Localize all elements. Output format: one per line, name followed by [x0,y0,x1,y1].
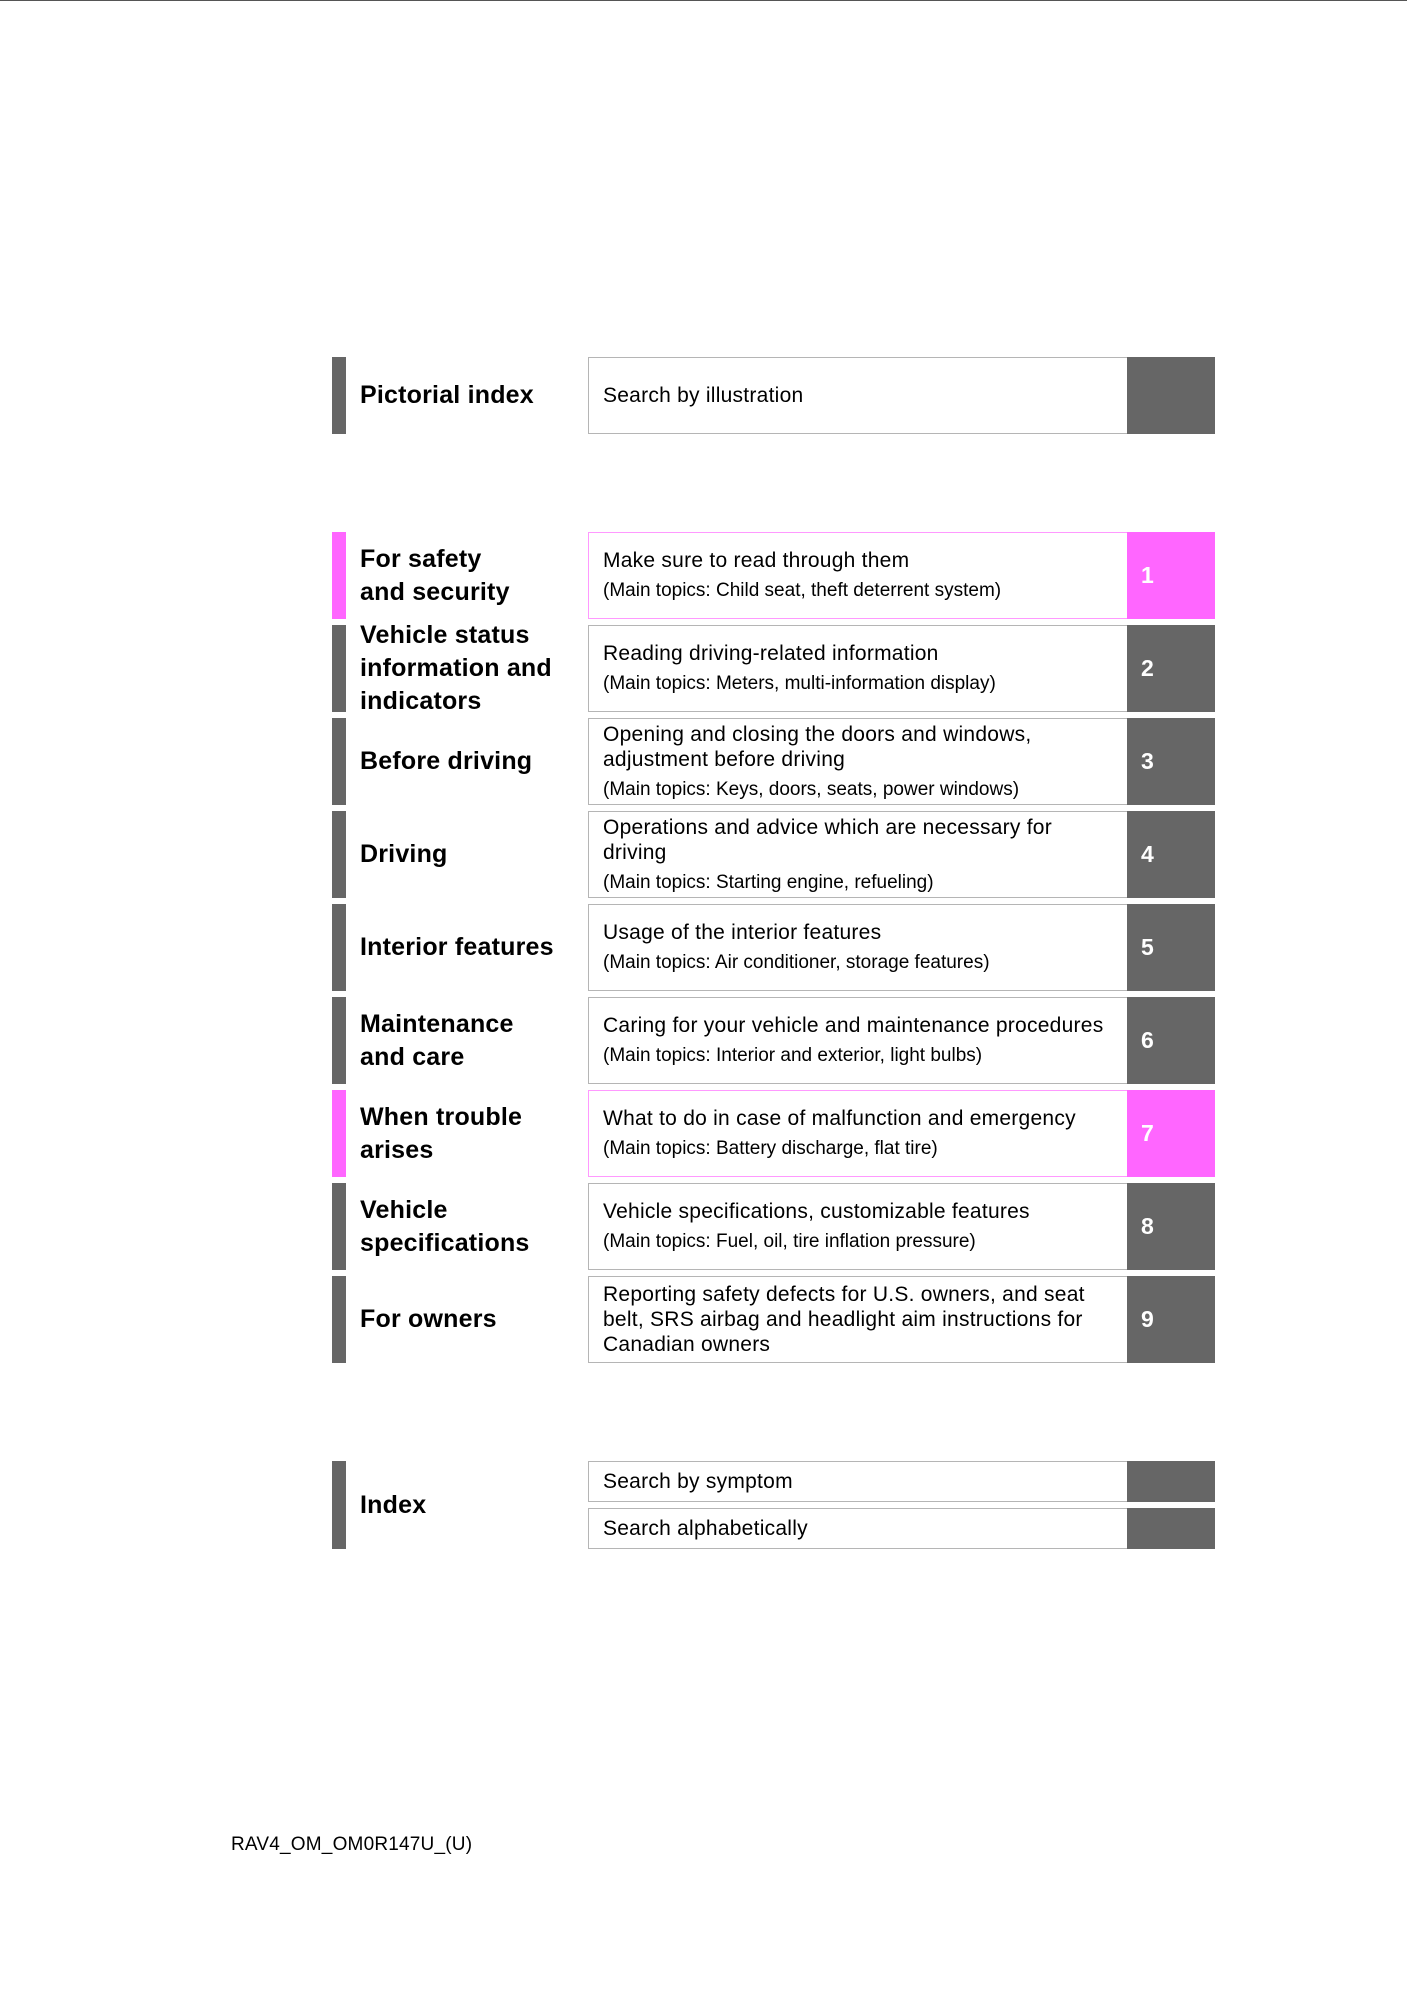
search-alphabetically-box[interactable] [588,1508,1128,1549]
section-bar [332,357,346,434]
chapter-bar [332,997,346,1084]
chapter-row-5[interactable] [332,904,1215,991]
chapter-box[interactable] [588,718,1128,805]
chapter-row-4[interactable] [332,811,1215,898]
chapter-desc: Operations and advice which are necessary for driving [603,815,1052,864]
chapter-box[interactable] [588,997,1128,1084]
chapter-bar [332,1090,346,1177]
chapter-desc: Vehicle specifications, customizable features [603,1200,1030,1223]
index-row [332,1461,1215,1549]
chapter-row-7[interactable] [332,1090,1215,1177]
chapter-tab[interactable]: 5 [1127,904,1215,991]
chapter-desc: Reporting safety defects for U.S. owners, and seat belt, SRS airbag and headlight aim instructions for Canadian owners [603,1283,1085,1356]
chapter-topics: (Main topics: Air conditioner, storage features) [603,952,990,973]
chapter-title: For owners [360,1305,497,1333]
chapter-bar [332,625,346,712]
chapter-bar [332,718,346,805]
chapter-title: For safety and security [360,544,510,606]
chapter-tab[interactable]: 7 [1127,1090,1215,1177]
chapter-tab[interactable]: 8 [1127,1183,1215,1270]
chapter-title: Driving [360,840,448,868]
chapter-box[interactable] [588,811,1128,898]
chapter-bar [332,811,346,898]
chapter-topics: (Main topics: Interior and exterior, light bulbs) [603,1045,983,1066]
chapter-row-8[interactable] [332,1183,1215,1270]
chapter-topics: (Main topics: Fuel, oil, tire inflation pressure) [603,1231,976,1252]
pictorial-index-title: Pictorial index [360,381,534,409]
chapter-box[interactable] [588,532,1128,619]
chapter-box[interactable] [588,904,1128,991]
section-bar [332,1461,346,1549]
chapter-desc: Make sure to read through them [603,549,910,572]
chapter-bar [332,904,346,991]
chapter-title: Maintenance and care [360,1009,514,1071]
search-alphabetically-tab[interactable] [1127,1508,1215,1549]
chapter-box[interactable] [588,625,1128,712]
chapter-title: Interior features [360,933,554,961]
search-by-symptom-label: Search by symptom [603,1469,793,1493]
chapter-desc: Caring for your vehicle and maintenance procedures [603,1014,1104,1037]
document-code: RAV4_OM_OM0R147U_(U) [231,1834,473,1855]
chapter-title: Vehicle status information and indicators [360,621,552,715]
chapter-box[interactable] [588,1090,1128,1177]
search-by-symptom-box[interactable] [588,1461,1128,1502]
pictorial-index-box[interactable] [588,357,1128,434]
chapter-tab[interactable]: 9 [1127,1276,1215,1363]
chapter-topics: (Main topics: Keys, doors, seats, power windows) [603,778,1020,800]
chapter-title: Vehicle specifications [360,1195,530,1257]
chapter-row-2[interactable] [332,621,1215,715]
chapter-title: When trouble arises [360,1102,523,1164]
chapter-bar [332,1276,346,1363]
chapter-tab[interactable]: 6 [1127,997,1215,1084]
chapter-box[interactable] [588,1276,1128,1363]
chapter-bar [332,1183,346,1270]
search-alphabetically-label: Search alphabetically [603,1516,808,1540]
chapter-desc: Usage of the interior features [603,921,882,944]
chapter-title: Before driving [360,747,533,775]
chapter-desc: Reading driving-related information [603,642,939,665]
pictorial-index-desc: Search by illustration [603,384,804,407]
chapter-topics: (Main topics: Child seat, theft deterrent system) [603,580,1002,601]
chapter-tab[interactable]: 3 [1127,718,1215,805]
chapter-row-3[interactable] [332,718,1215,805]
chapter-tab[interactable]: 1 [1127,532,1215,619]
chapter-tab[interactable]: 4 [1127,811,1215,898]
chapter-desc: Opening and closing the doors and windows, adjustment before driving [603,722,1032,771]
search-by-symptom-tab[interactable] [1127,1461,1215,1502]
chapter-tab[interactable]: 2 [1127,625,1215,712]
pictorial-index-tab[interactable] [1127,357,1215,434]
top-rule [0,0,1407,1]
chapter-desc: What to do in case of malfunction and emergency [603,1107,1076,1130]
chapter-row-6[interactable] [332,997,1215,1084]
chapter-topics: (Main topics: Meters, multi-information display) [603,673,996,694]
chapter-row-9[interactable] [332,1276,1215,1363]
pictorial-index-row[interactable] [332,357,1215,434]
chapter-bar [332,532,346,619]
chapter-topics: (Main topics: Starting engine, refueling) [603,871,934,893]
index-title: Index [360,1490,427,1519]
chapter-box[interactable] [588,1183,1128,1270]
chapter-row-1[interactable] [332,532,1215,619]
chapter-topics: (Main topics: Battery discharge, flat tire) [603,1138,938,1159]
